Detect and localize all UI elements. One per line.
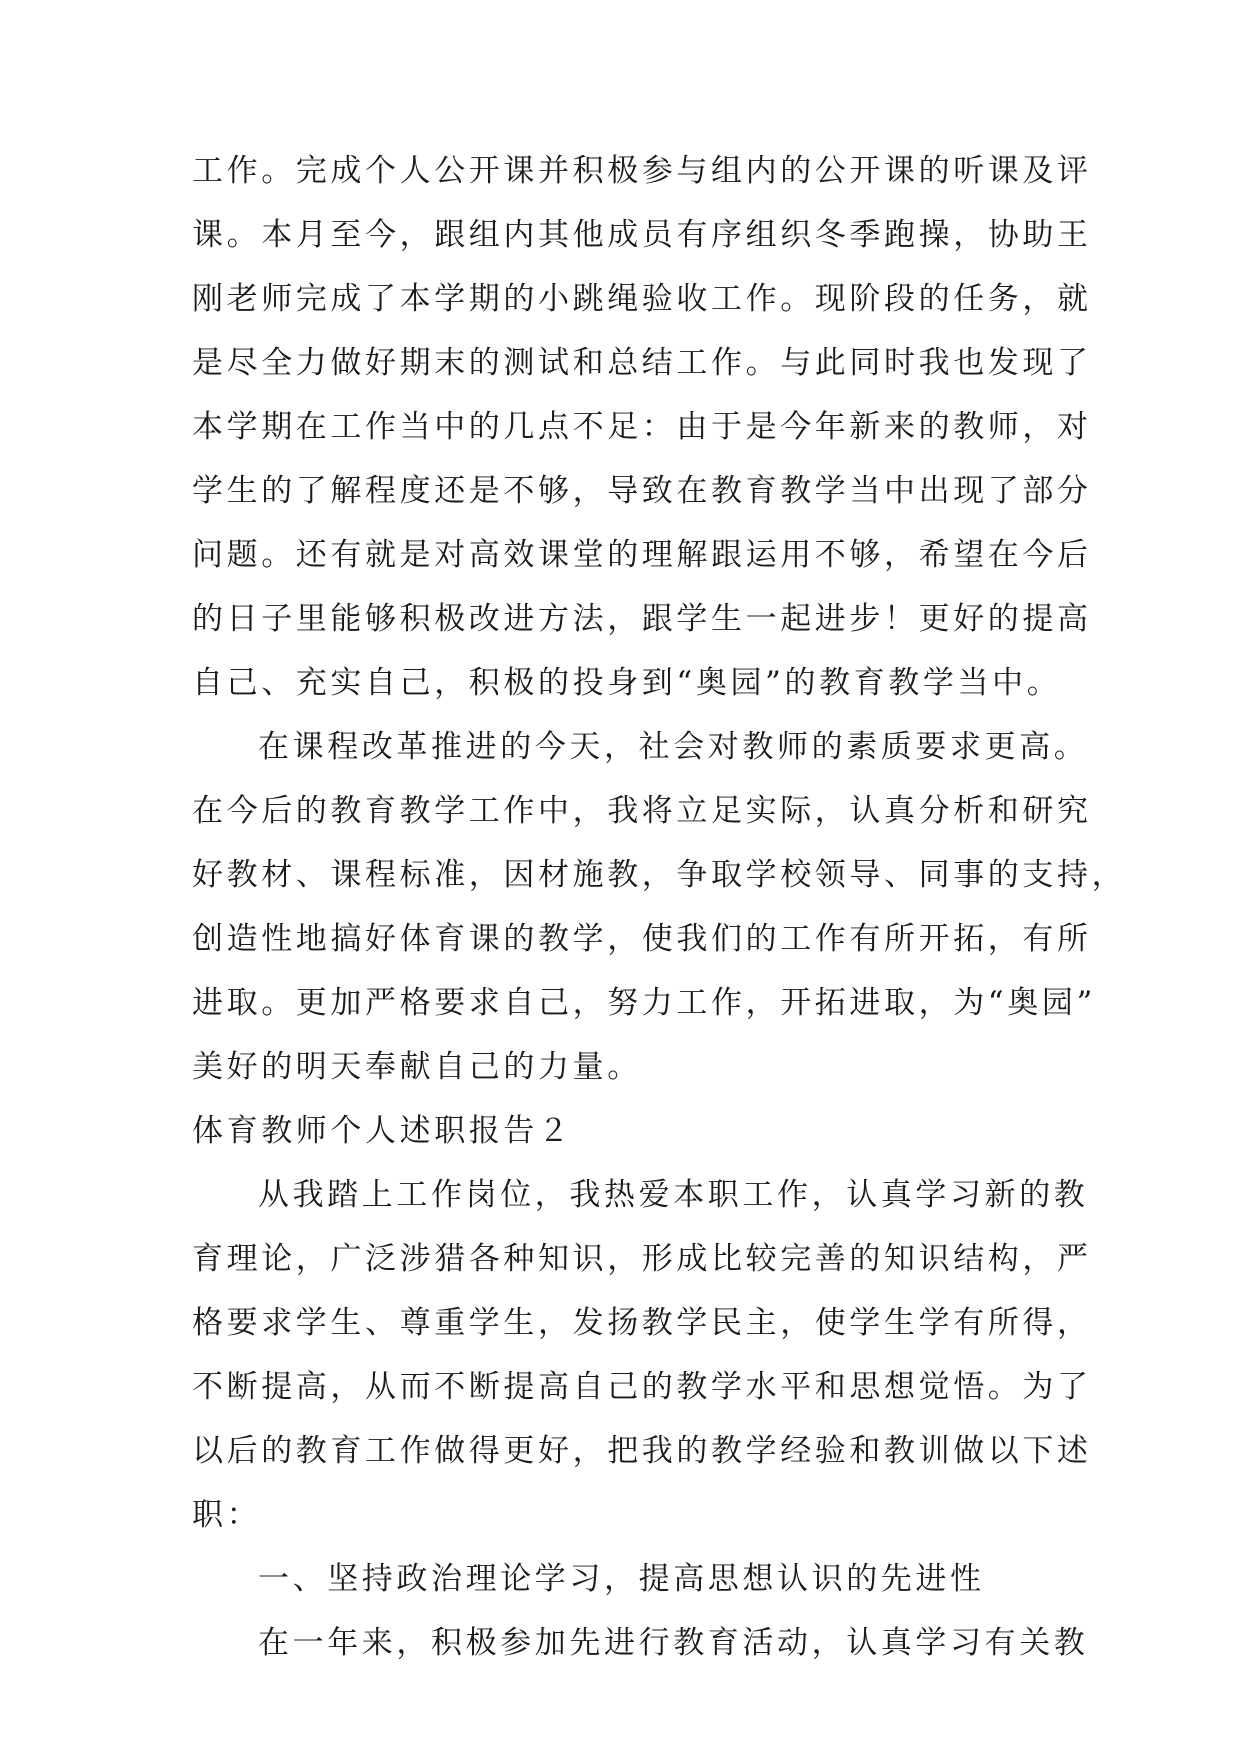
text-line: 的日子里能够积极改进方法，跟学生一起进步！更好的提高: [192, 601, 1092, 637]
text-line: 是尽全力做好期末的测试和总结工作。与此同时我也发现了: [192, 345, 1092, 381]
text-line: 学生的了解程度还是不够，导致在教育教学当中出现了部分: [192, 473, 1092, 509]
text-line: 自己、充实自己，积极的投身到“奥园”的教育教学当中。: [192, 665, 1062, 701]
subheading: 一、坚持政治理论学习，提高思想认识的先进性: [258, 1561, 985, 1597]
section-title: 体育教师个人述职报告２: [192, 1113, 573, 1149]
text-line: 本学期在工作当中的几点不足：由于是今年新来的教师，对: [192, 409, 1092, 445]
text-line: 不断提高，从而不断提高自己的教学水平和思想觉悟。为了: [192, 1369, 1092, 1405]
text-line: 课。本月至今，跟组内其他成员有序组织冬季跑操，协助王: [192, 217, 1092, 253]
paragraph-first-line: 在课程改革推进的今天，社会对教师的素质要求更高。: [258, 729, 1089, 765]
text-line: 在今后的教育教学工作中，我将立足实际，认真分析和研究: [192, 793, 1092, 829]
text-line: 好教材、课程标准，因材施教，争取学校领导、同事的支持，: [192, 857, 1127, 893]
text-line: 育理论，广泛涉猎各种知识，形成比较完善的知识结构，严: [192, 1241, 1092, 1277]
paragraph-first-line: 从我踏上工作岗位，我热爱本职工作，认真学习新的教: [258, 1177, 1089, 1213]
text-line: 以后的教育工作做得更好，把我的教学经验和教训做以下述: [192, 1433, 1092, 1469]
paragraph-first-line: 在一年来，积极参加先进行教育活动，认真学习有关教: [258, 1625, 1089, 1661]
text-line: 美好的明天奉献自己的力量。: [192, 1049, 642, 1085]
text-line: 职：: [192, 1497, 262, 1533]
text-line: 刚老师完成了本学期的小跳绳验收工作。现阶段的任务，就: [192, 281, 1092, 317]
text-line: 创造性地搞好体育课的教学，使我们的工作有所开拓，有所: [192, 921, 1092, 957]
text-line: 问题。还有就是对高效课堂的理解跟运用不够，希望在今后: [192, 537, 1092, 573]
text-line: 进取。更加严格要求自己，努力工作，开拓进取，为“奥园”: [192, 985, 1096, 1021]
text-line: 工作。完成个人公开课并积极参与组内的公开课的听课及评: [192, 153, 1092, 189]
text-line: 格要求学生、尊重学生，发扬教学民主，使学生学有所得，: [192, 1305, 1092, 1341]
